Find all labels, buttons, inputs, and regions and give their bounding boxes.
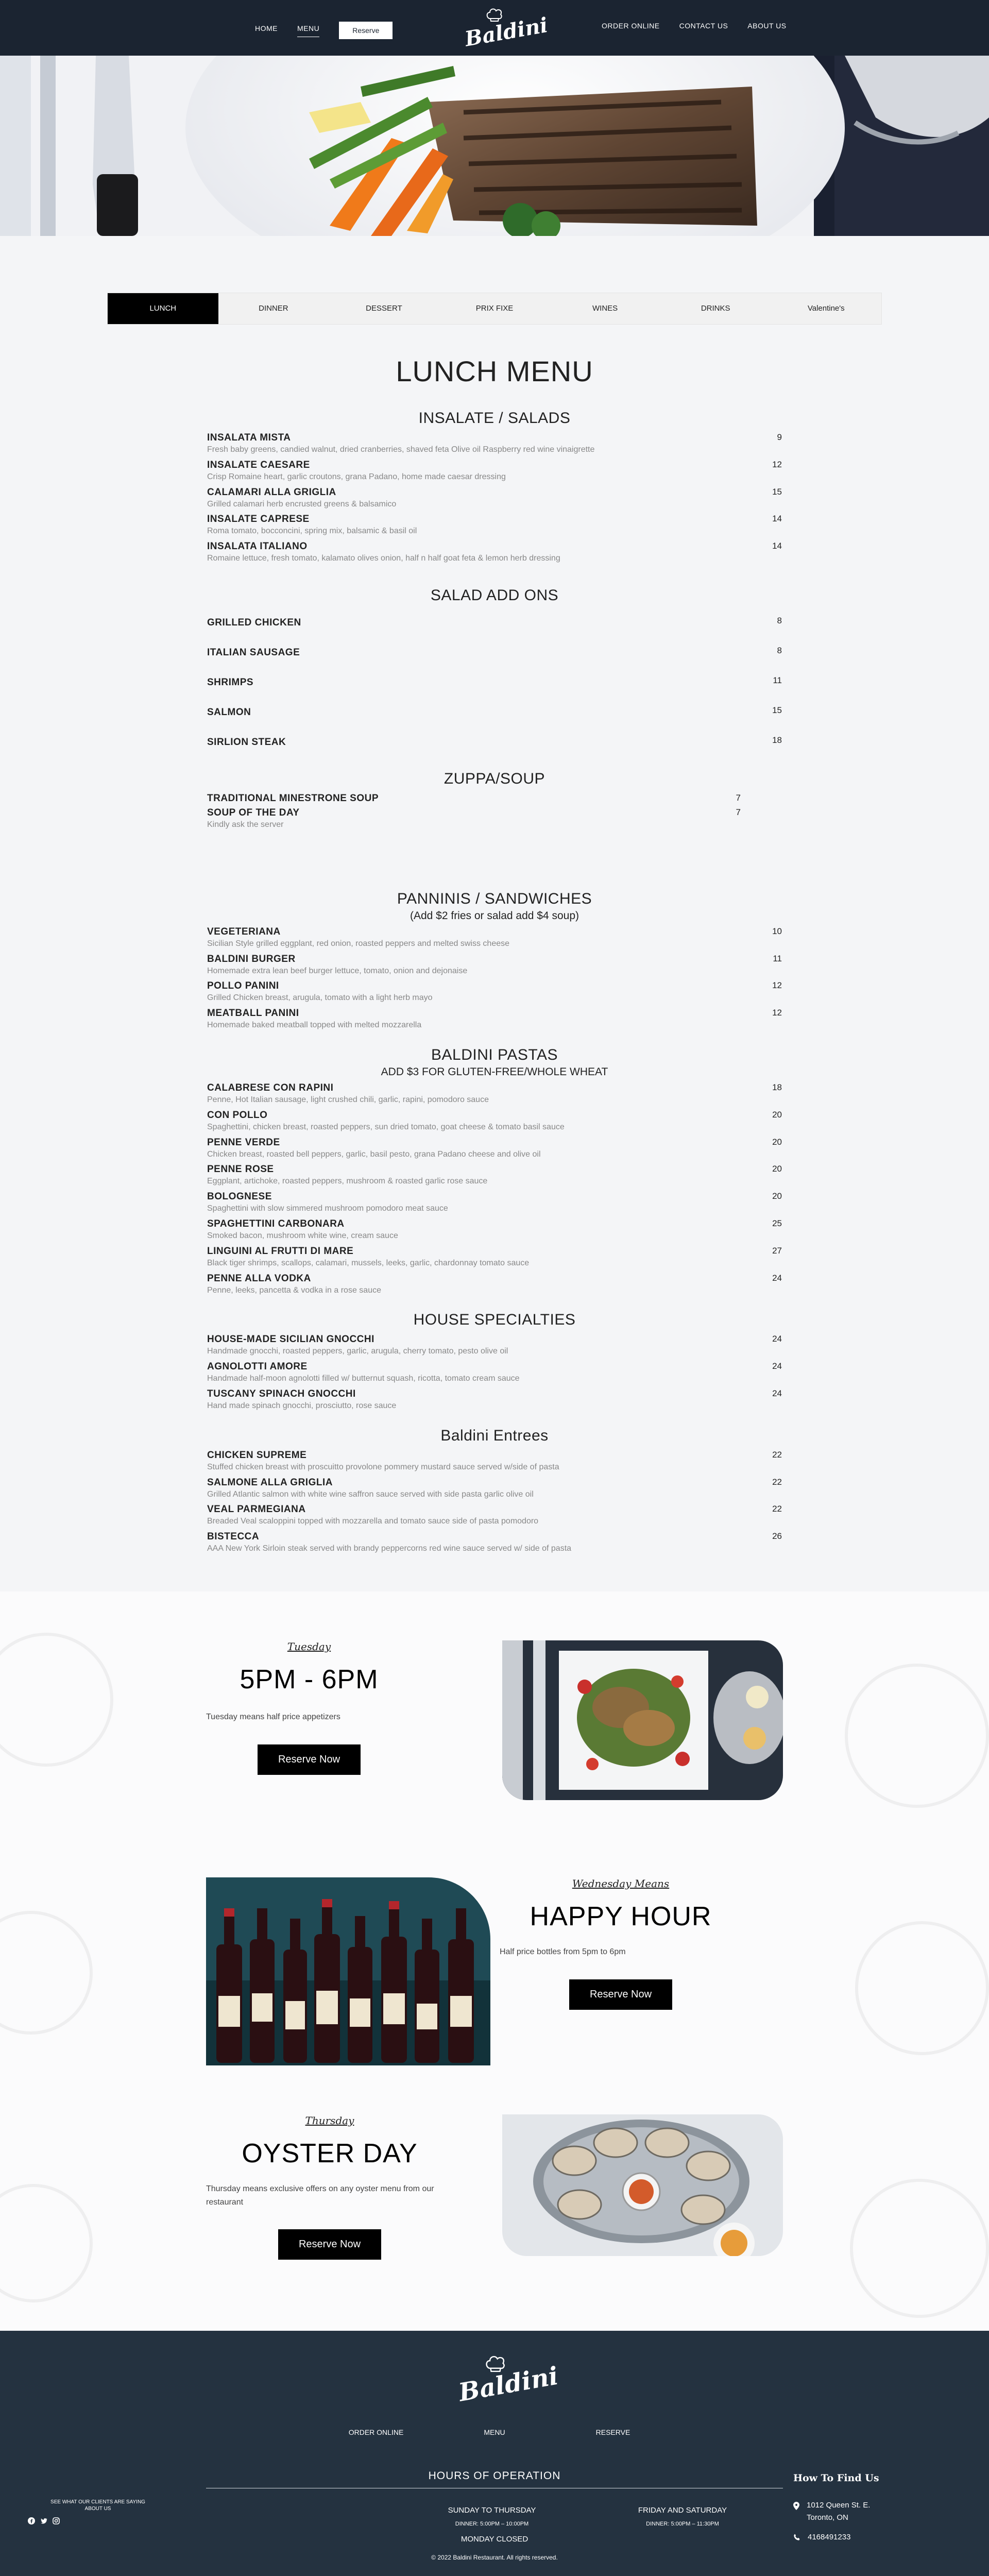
twitter-icon[interactable] xyxy=(40,2517,47,2524)
menu-item-price: 7 xyxy=(736,792,741,803)
menu-item xyxy=(207,1531,782,1555)
tab-wines[interactable]: WINES xyxy=(592,304,618,313)
menu-item xyxy=(207,729,782,756)
menu-item xyxy=(207,807,782,832)
menu-item xyxy=(207,1504,782,1528)
menu-item-name: VEAL PARMEGIANA xyxy=(207,1504,306,1515)
category-subtitle: (Add $2 fries or salad add $4 soup) xyxy=(410,909,579,922)
menu-item-description: Homemade baked meatball topped with melted mozzarella xyxy=(207,1021,422,1030)
closed-note: MONDAY CLOSED xyxy=(461,2534,528,2544)
menu-item-name: SALMONE ALLA GRIGLIA xyxy=(207,1477,333,1488)
footer-nav xyxy=(0,2428,989,2436)
menu-item-price: 22 xyxy=(772,1449,782,1460)
menu-item-name: TUSCANY SPINACH GNOCCHI xyxy=(207,1388,356,1399)
footer-nav-reserve[interactable]: RESERVE xyxy=(595,2428,630,2436)
reserve-now-button[interactable]: Reserve Now xyxy=(569,1979,672,2010)
phone xyxy=(793,2531,879,2544)
menu-item-price: 10 xyxy=(772,926,782,936)
special-thursday xyxy=(0,2114,989,2284)
special-day-label: Thursday xyxy=(305,2114,354,2127)
hours-value: DINNER: 5:00PM – 10:00PM xyxy=(455,2520,529,2527)
menu-item-price: 22 xyxy=(772,1477,782,1487)
menu-item-description: Fresh baby greens, candied walnut, dried cranberries, shaved feta Olive oil Raspberry red wine vinaigrette xyxy=(207,445,595,454)
menu-item xyxy=(207,514,782,538)
hero-image xyxy=(0,56,989,236)
menu-item xyxy=(207,1388,782,1413)
tab-dessert[interactable]: DESSERT xyxy=(366,304,402,313)
menu-item-price: 25 xyxy=(772,1218,782,1228)
menu-item xyxy=(207,1008,782,1032)
hours-title: HOURS OF OPERATION xyxy=(428,2469,561,2482)
menu-item-price: 18 xyxy=(772,1082,782,1092)
menu-item-name: SALMON xyxy=(207,706,251,718)
menu-item-name: LINGUINI AL FRUTTI DI MARE xyxy=(207,1245,354,1257)
menu-item-price: 14 xyxy=(772,514,782,524)
menu-item-name: AGNOLOTTI AMORE xyxy=(207,1361,308,1372)
menu-item-price: 7 xyxy=(736,807,741,817)
category-title: ZUPPA/SOUP xyxy=(444,770,545,787)
menu-item-price: 18 xyxy=(772,735,782,745)
copyright: © 2022 Baldini Restaurant. All rights reserved. xyxy=(431,2553,558,2561)
find-us xyxy=(793,2472,879,2551)
menu-item-name: INSALATE CAPRESE xyxy=(207,514,310,525)
menu-item-description: Penne, Hot Italian sausage, light crushed chili, garlic, rapini, pomodoro sauce xyxy=(207,1095,489,1104)
menu-item-name: CHICKEN SUPREME xyxy=(207,1449,307,1461)
menu-item-name: POLLO PANINI xyxy=(207,980,279,992)
footer-left-links xyxy=(41,2499,155,2512)
menu-item xyxy=(207,609,782,636)
special-description: Thursday means exclusive offers on any oyster menu from our restaurant xyxy=(206,2184,434,2207)
category-title: SALAD ADD ONS xyxy=(430,586,559,604)
menu-item-price: 8 xyxy=(777,615,782,625)
hours-label: FRIDAY AND SATURDAY xyxy=(638,2505,727,2515)
menu-item-description: Sicilian Style grilled eggplant, red onion, roasted peppers and melted swiss cheese xyxy=(207,939,510,948)
social-links xyxy=(28,2517,60,2524)
salads-list xyxy=(207,432,782,565)
logo[interactable] xyxy=(457,5,550,52)
menu-item xyxy=(207,1164,782,1188)
instagram-icon[interactable] xyxy=(53,2517,60,2524)
weekly-specials xyxy=(0,1591,989,2331)
panini-list xyxy=(207,926,782,1032)
menu-body xyxy=(207,410,782,1555)
phone-number[interactable]: 4168491233 xyxy=(808,2532,851,2541)
special-description: Half price bottles from 5pm to 6pm xyxy=(500,1947,626,1956)
menu-item-price: 15 xyxy=(772,486,782,497)
category-subtitle: ADD $3 FOR GLUTEN-FREE/WHOLE WHEAT xyxy=(381,1065,608,1078)
logo-text: Baldini xyxy=(463,13,550,52)
menu-item-description: Spaghettini with slow simmered mushroom pomodoro meat sauce xyxy=(207,1204,448,1213)
menu-item-name: TRADITIONAL MINESTRONE SOUP xyxy=(207,792,379,804)
menu-item-price: 20 xyxy=(772,1137,782,1147)
menu-item xyxy=(207,432,782,456)
hours-value: DINNER: 5:00PM – 11:30PM xyxy=(646,2520,719,2527)
menu-item-description: Handmade half-moon agnolotti filled w/ butternut squash, ricotta, tomato cream sauce xyxy=(207,1374,520,1383)
menu-item-description: Kindly ask the server xyxy=(207,820,284,829)
menu-item xyxy=(207,1082,782,1107)
menu-item xyxy=(207,541,782,565)
house-list xyxy=(207,1334,782,1412)
menu-item-price: 20 xyxy=(772,1191,782,1201)
nav-contact-us[interactable]: CONTACT US xyxy=(679,22,728,30)
menu-item-name: CON POLLO xyxy=(207,1109,268,1121)
menu-item xyxy=(207,1477,782,1501)
menu-item xyxy=(207,1361,782,1385)
entrees-list xyxy=(207,1450,782,1555)
hours-label: SUNDAY TO THURSDAY xyxy=(448,2505,536,2515)
footer-logo-text: Baldini xyxy=(456,2361,560,2408)
category-title: HOUSE SPECIALTIES xyxy=(413,1311,576,1329)
nav-home[interactable]: HOME xyxy=(255,24,278,32)
menu-item-price: 27 xyxy=(772,1245,782,1256)
special-wednesday xyxy=(0,1877,989,2047)
menu-item xyxy=(207,1137,782,1161)
hours-sun-thu xyxy=(417,2506,567,2527)
menu-item-description: Smoked bacon, mushroom white wine, cream sauce xyxy=(207,1231,398,1240)
nav-menu[interactable]: MENU xyxy=(297,24,319,37)
oyster-platter-image xyxy=(502,2114,783,2256)
menu-item-description: Hand made spinach gnocchi, prosciutto, rose sauce xyxy=(207,1401,397,1410)
menu-item-description: Eggplant, artichoke, roasted peppers, mushroom & roasted garlic rose sauce xyxy=(207,1177,488,1186)
menu-item-price: 20 xyxy=(772,1109,782,1120)
category-title: BALDINI PASTAS xyxy=(431,1046,558,1063)
menu-item-description: Grilled calamari herb encrusted greens & balsamico xyxy=(207,499,397,509)
menu-item-price: 26 xyxy=(772,1531,782,1541)
phone-icon xyxy=(793,2534,800,2541)
menu-item-description: Stuffed chicken breast with proscuitto provolone pommery mustard sauce served w/side of pasta xyxy=(207,1462,559,1471)
menu-item-name: CALAMARI ALLA GRIGLIA xyxy=(207,486,336,498)
menu-item-description: Grilled Atlantic salmon with white wine saffron sauce served with side pasta garlic olive oil xyxy=(207,1489,534,1499)
top-nav-bar xyxy=(0,0,989,56)
menu-item-name: PENNE ALLA VODKA xyxy=(207,1273,311,1284)
nav-about-us[interactable]: ABOUT US xyxy=(747,22,787,30)
clients-link[interactable]: SEE WHAT OUR CLIENTS ARE SAYING xyxy=(50,2499,145,2505)
menu-item-price: 12 xyxy=(772,459,782,469)
menu-item-price: 12 xyxy=(772,980,782,991)
category-title: INSALATE / SALADS xyxy=(418,410,571,427)
menu-item-price: 24 xyxy=(772,1334,782,1344)
salad-dish-image xyxy=(502,1640,783,1800)
menu-item-description: Romaine lettuce, fresh tomato, kalamato olives onion, half n half goat feta & lemon herb dressing xyxy=(207,554,560,563)
special-description: Tuesday means half price appetizers xyxy=(206,1712,340,1721)
special-heading: OYSTER DAY xyxy=(242,2138,418,2168)
reserve-now-button[interactable]: Reserve Now xyxy=(278,2229,381,2260)
menu-item-description: Grilled Chicken breast, arugula, tomato with a light herb mayo xyxy=(207,993,433,1003)
menu-item-description: Chicken breast, roasted bell peppers, garlic, basil pesto, grana Padano cheese and olive oil xyxy=(207,1149,541,1159)
menu-item-name: GRILLED CHICKEN xyxy=(207,617,301,628)
footer xyxy=(0,2331,989,2576)
special-day-label: Tuesday xyxy=(287,1640,331,1653)
menu-item xyxy=(207,980,782,1005)
footer-logo[interactable] xyxy=(453,2351,560,2408)
chef-hat-icon xyxy=(485,7,504,22)
menu-item-price: 11 xyxy=(773,953,782,963)
menu-item-name: SHRIMPS xyxy=(207,676,254,688)
menu-item-description: Breaded Veal scaloppini topped with mozzarella and tomato sauce side of pasta pomodoro xyxy=(207,1517,539,1526)
menu-tabs xyxy=(107,293,882,325)
special-tuesday xyxy=(0,1640,989,1810)
tab-valentines[interactable]: Valentine's xyxy=(807,304,845,313)
menu-item xyxy=(207,926,782,951)
menu-item-name: SIRLION STEAK xyxy=(207,736,286,748)
footer-nav-menu[interactable]: MENU xyxy=(484,2428,505,2436)
menu-item-name: CALABRESE CON RAPINI xyxy=(207,1082,334,1093)
menu-item xyxy=(207,954,782,978)
menu-item-price: 20 xyxy=(772,1164,782,1174)
menu-item-name: ITALIAN SAUSAGE xyxy=(207,647,300,658)
menu-item-price: 11 xyxy=(773,675,782,685)
menu-item-name: HOUSE-MADE SICILIAN GNOCCHI xyxy=(207,1334,374,1345)
menu-item-price: 15 xyxy=(772,705,782,715)
reserve-button[interactable]: Reserve xyxy=(339,22,393,39)
address-line-2: Toronto, ON xyxy=(807,2513,848,2522)
menu-item-name: INSALATA ITALIANO xyxy=(207,541,308,552)
menu-item-price: 14 xyxy=(772,541,782,551)
reserve-now-button[interactable]: Reserve Now xyxy=(258,1744,361,1775)
steak-plate-image xyxy=(0,56,989,236)
location-pin-icon xyxy=(793,2502,799,2510)
special-heading: 5PM - 6PM xyxy=(240,1664,379,1694)
tab-lunch[interactable]: LUNCH xyxy=(108,293,218,324)
menu-item-description: Roma tomato, bocconcini, spring mix, balsamic & basil oil xyxy=(207,527,417,536)
tab-drinks[interactable]: DRINKS xyxy=(701,304,730,313)
addons-list xyxy=(207,609,782,756)
menu-item-price: 24 xyxy=(772,1388,782,1398)
menu-item-price: 9 xyxy=(777,432,782,442)
menu-item xyxy=(207,1218,782,1243)
menu-item xyxy=(207,793,782,804)
menu-item xyxy=(207,1110,782,1134)
menu-item xyxy=(207,669,782,696)
find-us-title: How To Find Us xyxy=(793,2472,879,2484)
special-day-label: Wednesday Means xyxy=(572,1877,670,1890)
menu-item-description: Black tiger shrimps, scallops, calamari, mussels, leeks, garlic, chardonnay tomato sauce xyxy=(207,1258,530,1267)
menu-item-description: AAA New York Sirloin steak served with brandy peppercorns red wine sauce served w/ side of pasta xyxy=(207,1544,572,1553)
menu-item-description: Handmade gnocchi, roasted peppers, garlic, arugula, cherry tomato, pesto olive oil xyxy=(207,1347,508,1356)
menu-item-description: Crisp Romaine heart, garlic croutons, grana Padano, home made caesar dressing xyxy=(207,472,506,481)
menu-item-price: 24 xyxy=(772,1361,782,1371)
nav-order-online[interactable]: ORDER ONLINE xyxy=(602,22,660,30)
menu-item xyxy=(207,487,782,511)
menu-item xyxy=(207,1450,782,1474)
menu-item-price: 24 xyxy=(772,1273,782,1283)
special-heading: HAPPY HOUR xyxy=(530,1901,712,1931)
menu-item xyxy=(207,699,782,726)
soup-list xyxy=(207,793,782,832)
menu-title: LUNCH MENU xyxy=(396,355,593,387)
tab-dinner[interactable]: DINNER xyxy=(259,304,288,313)
menu-item-name: INSALATA MISTA xyxy=(207,432,291,443)
menu-item-price: 12 xyxy=(772,1008,782,1018)
footer-nav-order-online[interactable]: ORDER ONLINE xyxy=(348,2428,404,2436)
chef-hat-icon xyxy=(484,2354,507,2372)
menu-section xyxy=(0,236,989,1555)
hours-fri-sat xyxy=(608,2506,757,2527)
pastas-list xyxy=(207,1082,782,1297)
tab-prix-fixe[interactable]: PRIX FIXE xyxy=(475,304,514,313)
menu-item-price: 22 xyxy=(772,1504,782,1514)
menu-item-description: Homemade extra lean beef burger lettuce, tomato, onion and dejonaise xyxy=(207,966,468,975)
menu-item xyxy=(207,1191,782,1215)
menu-item-name: BALDINI BURGER xyxy=(207,953,296,964)
nav-right xyxy=(602,22,787,34)
menu-item-price: 8 xyxy=(777,645,782,655)
menu-item xyxy=(207,1334,782,1358)
address xyxy=(793,2499,879,2524)
menu-item-name: BOLOGNESE xyxy=(207,1191,272,1202)
menu-item-name: BISTECCA xyxy=(207,1531,260,1543)
nav-left xyxy=(255,22,393,39)
menu-item-name: VEGETERIANA xyxy=(207,926,281,937)
category-title: Baldini Entrees xyxy=(440,1427,549,1444)
menu-item-description: Penne, leeks, pancetta & vodka in a rose sauce xyxy=(207,1285,381,1295)
menu-item-name: PENNE ROSE xyxy=(207,1164,274,1175)
menu-item-description: Spaghettini, chicken breast, roasted peppers, sun dried tomato, goat cheese & tomato basil sauce xyxy=(207,1122,565,1131)
menu-item xyxy=(207,1273,782,1297)
menu-item xyxy=(207,639,782,666)
facebook-icon[interactable] xyxy=(28,2517,35,2524)
menu-item-name: SOUP OF THE DAY xyxy=(207,807,300,818)
menu-item-name: INSALATE CAESARE xyxy=(207,459,310,470)
category-title: PANNINIS / SANDWICHES xyxy=(397,890,592,907)
menu-item-name: MEATBALL PANINI xyxy=(207,1008,299,1019)
about-link[interactable]: ABOUT US xyxy=(84,2505,111,2512)
menu-item xyxy=(207,1246,782,1270)
menu-item-name: SPAGHETTINI CARBONARA xyxy=(207,1218,345,1229)
menu-item xyxy=(207,460,782,484)
address-line-1: 1012 Queen St. E. xyxy=(807,2500,871,2510)
wine-bottles-image xyxy=(206,1877,490,2065)
menu-item-name: PENNE VERDE xyxy=(207,1137,280,1148)
